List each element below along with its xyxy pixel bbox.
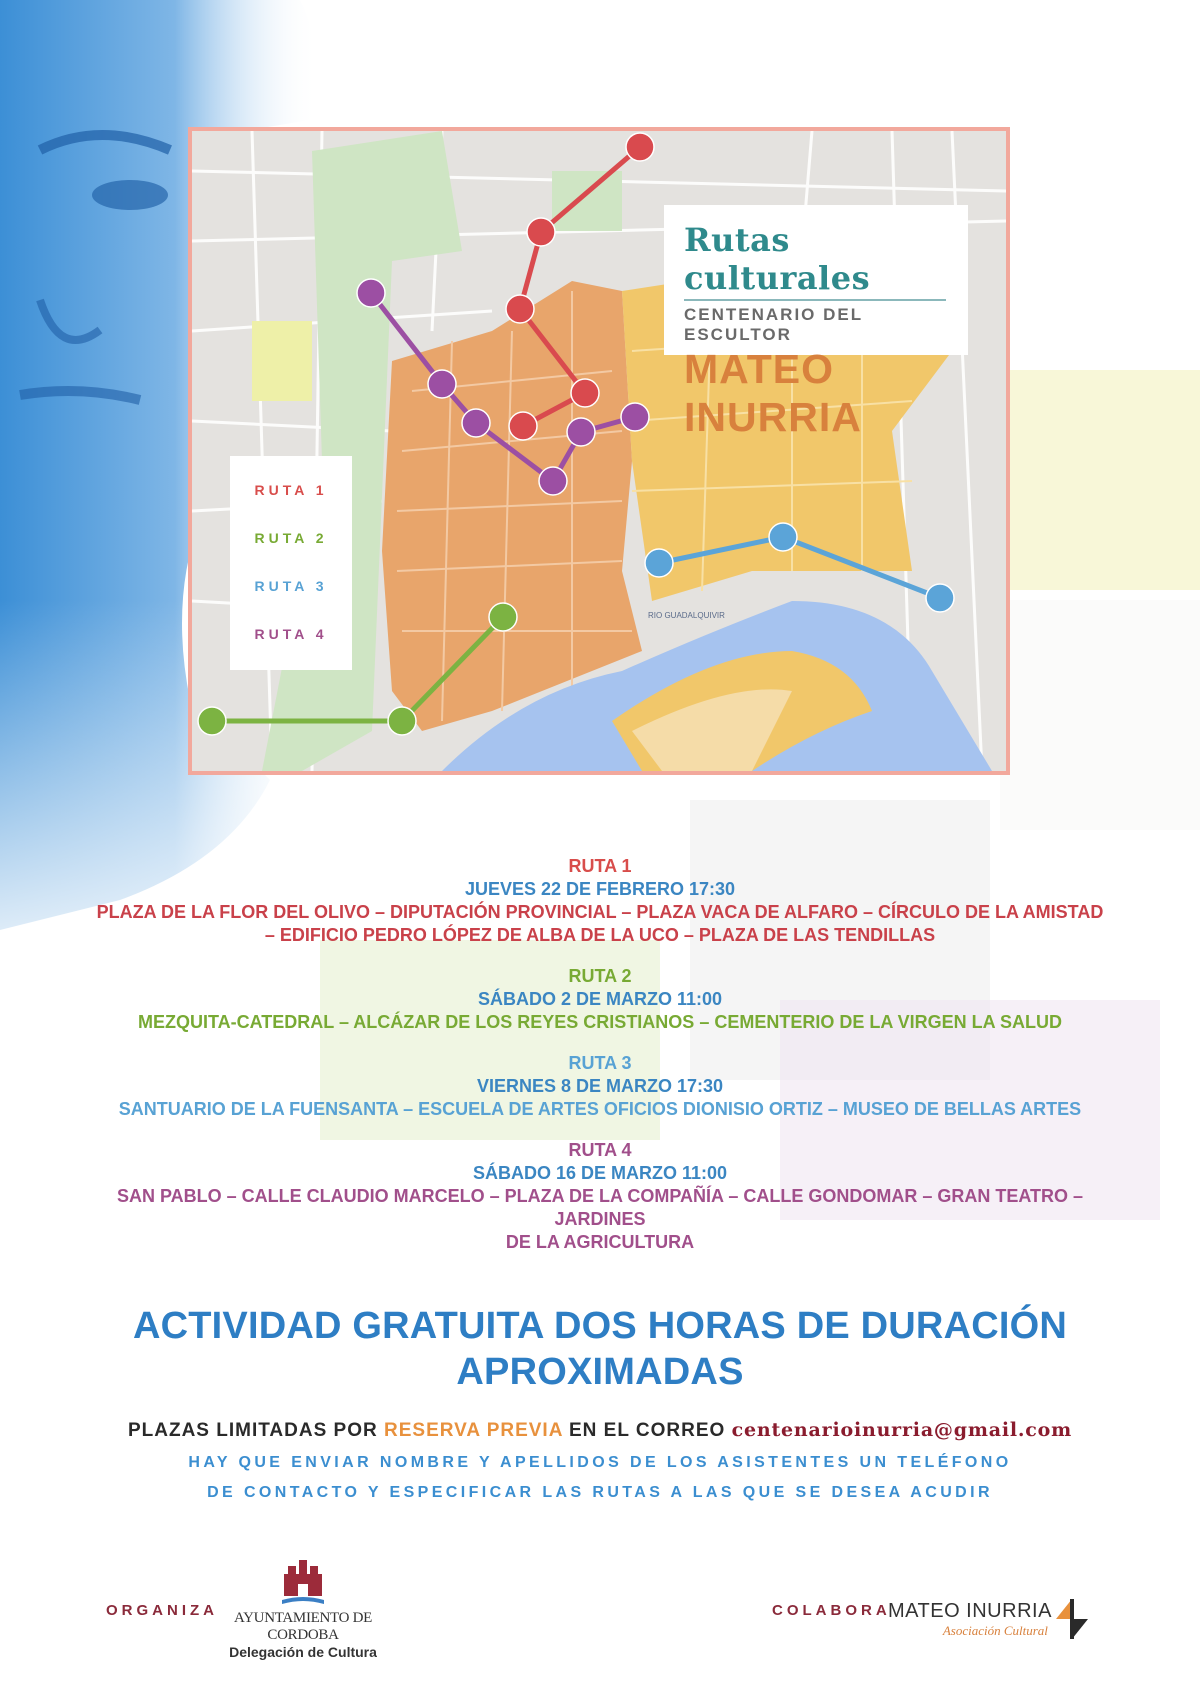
route-4-stops-cont: DE LA AGRICULTURA [505,1232,695,1252]
ayuntamiento-logo [213,1560,393,1660]
route-4-stop [567,418,595,446]
route-4-stop [621,403,649,431]
legend-ruta-2: RUTA 2 [254,530,328,546]
route-3-block [90,1052,1110,1121]
free-activity-banner: ACTIVIDAD GRATUITA DOS HORAS DE DURACIÓN APROXIMADAS [132,1305,1068,1393]
route-2-stop [388,707,416,735]
routes-list [90,855,1110,1272]
reservation-note-2: DE CONTACTO Y ESPECIFICAR LAS RUTAS A LAS QUE SE DESEA ACUDIR [207,1484,993,1501]
route-4-date: SÁBADO 16 DE MARZO 11:00 [472,1163,728,1183]
route-1-stop [626,133,654,161]
partner-mark-icon [1054,1597,1090,1641]
legend-ruta-4: RUTA 4 [254,626,328,642]
reservation-text-1: PLAZAS LIMITADAS POR [127,1420,385,1441]
route-4-stop [357,279,385,307]
route-2-block [90,965,1110,1034]
title-divider [684,299,946,301]
route-map [188,127,1010,775]
route-3-date: VIERNES 8 DE MARZO 17:30 [476,1076,724,1096]
map-title-sub: CENTENARIO DEL ESCULTOR [684,305,863,344]
river-label: RIO GUADALQUIVIR [648,611,725,620]
legend-ruta-3: RUTA 3 [254,578,328,594]
route-3-stop [645,549,673,577]
route-3-stop [926,584,954,612]
reservation-highlight: RESERVA PREVIA [384,1420,563,1441]
route-2-stop [489,603,517,631]
ayuntamiento-sub: Delegación de Cultura [229,1644,377,1660]
route-2-stop [198,707,226,735]
route-1-stop [571,379,599,407]
route-2-stops: MEZQUITA-CATEDRAL – ALCÁZAR DE LOS REYES CRISTIANOS – CEMENTERIO DE LA VIRGEN LA SALUD [137,1012,1063,1032]
colabora-label: COLABORA [772,1602,891,1619]
route-3-stops: SANTUARIO DE LA FUENSANTA – ESCUELA DE ARTES OFICIOS DIONISIO ORTIZ – MUSEO DE BELLAS ARTES [118,1099,1082,1119]
partner-sub: Asociación Cultural [942,1622,1048,1638]
reservation-text-2: EN EL CORREO [562,1420,732,1441]
reservation-note-1: HAY QUE ENVIAR NOMBRE Y APELLIDOS DE LOS ASISTENTES UN TELÉFONO [188,1454,1012,1471]
route-1-stop [506,295,534,323]
map-title-script: Rutas culturales [684,221,871,297]
bg-block-white [1000,600,1200,830]
route-4-stops: SAN PABLO – CALLE CLAUDIO MARCELO – PLAZA DE LA COMPAÑÍA – CALLE GONDOMAR – GRAN TEATRO – JARDINES [116,1186,1083,1229]
route-2-title: RUTA 2 [568,966,632,986]
mateo-inurria-logo [888,1597,1090,1641]
route-3-stop [769,523,797,551]
route-4-title: RUTA 4 [568,1140,632,1160]
route-1-stops-cont: – EDIFICIO PEDRO LÓPEZ DE ALBA DE LA UCO – PLAZA DE LAS TENDILLAS [264,925,936,945]
cordoba-crest-icon [278,1560,328,1606]
route-1-block [90,855,1110,947]
route-4-stop [428,370,456,398]
partner-name: MATEO INURRIA [888,1599,1052,1622]
route-1-stops: PLAZA DE LA FLOR DEL OLIVO – DIPUTACIÓN PROVINCIAL – PLAZA VACA DE ALFARO – CÍRCULO DE LA AMISTAD [96,902,1104,922]
organiza-label: ORGANIZA [106,1602,218,1619]
route-1-stop [527,218,555,246]
reservation-line [0,1417,1200,1444]
route-1-stop [509,412,537,440]
route-4-stop [462,409,490,437]
map-title-card [664,205,968,440]
map-title-name: MATEO INURRIA [684,346,862,440]
route-4-stop [539,467,567,495]
legend-ruta-1: RUTA 1 [254,482,328,498]
route-4-block [90,1139,1110,1254]
ayuntamiento-name: AYUNTAMIENTO DE CORDOBA [233,1610,373,1643]
route-1-title: RUTA 1 [568,856,632,876]
reservation-email[interactable]: centenarioinurria@gmail.com [731,1419,1073,1441]
route-1-date: JUEVES 22 DE FEBRERO 17:30 [464,879,736,899]
route-2-date: SÁBADO 2 DE MARZO 11:00 [477,989,723,1009]
map-legend [230,456,352,670]
route-3-title: RUTA 3 [568,1053,632,1073]
